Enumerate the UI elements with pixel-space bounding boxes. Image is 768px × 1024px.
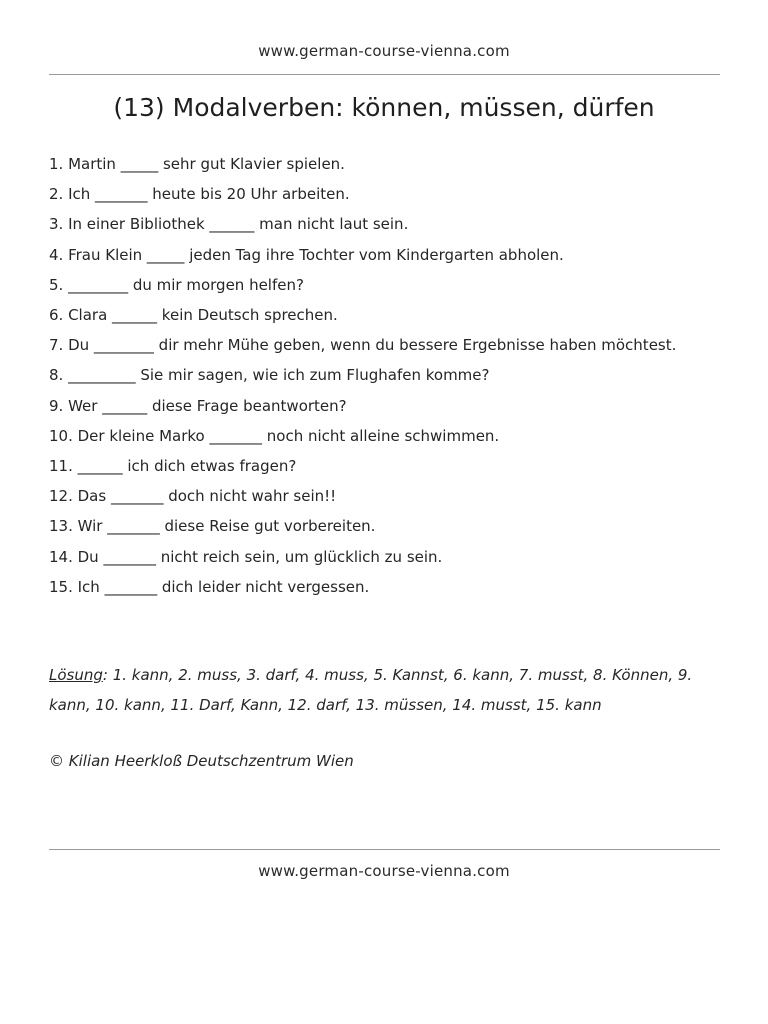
solution-label: Lösung [49, 666, 103, 684]
exercise-item: 14. Du _______ nicht reich sein, um glücklich zu sein. [49, 547, 443, 566]
exercise-item: 9. Wer ______ diese Frage beantworten? [49, 396, 347, 415]
header-divider [49, 74, 720, 75]
exercise-item: 13. Wir _______ diese Reise gut vorbereiten. [49, 517, 376, 536]
copyright-notice: © Kilian Heerkloß Deutschzentrum Wien [49, 752, 354, 770]
exercise-item: 15. Ich _______ dich leider nicht vergessen. [49, 577, 370, 596]
exercise-item: 6. Clara ______ kein Deutsch sprechen. [49, 306, 338, 325]
exercise-item: 3. In einer Bibliothek ______ man nicht laut sein. [49, 215, 409, 234]
exercise-item: 5. ________ du mir morgen helfen? [49, 275, 304, 294]
exercise-list [49, 149, 724, 602]
exercise-item: 2. Ich _______ heute bis 20 Uhr arbeiten. [49, 185, 350, 204]
header-url: www.german-course-vienna.com [258, 42, 510, 60]
page-title: (13) Modalverben: können, müssen, dürfen [113, 93, 655, 122]
exercise-item: 10. Der kleine Marko _______ noch nicht alleine schwimmen. [49, 426, 500, 445]
exercise-item: 12. Das _______ doch nicht wahr sein!! [49, 487, 337, 506]
exercise-item: 11. ______ ich dich etwas fragen? [49, 457, 297, 476]
exercise-item: 4. Frau Klein _____ jeden Tag ihre Tochter vom Kindergarten abholen. [49, 245, 564, 264]
footer-divider [49, 849, 720, 850]
solution-text: : 1. kann, 2. muss, 3. darf, 4. muss, 5. Kannst, 6. kann, 7. musst, 8. Können, 9. kann, 10. kann, 11. Darf, Kann, 12. darf, 13. müssen, 14. musst, 15. kann [49, 666, 693, 714]
footer-url: www.german-course-vienna.com [258, 862, 510, 880]
exercise-item: 1. Martin _____ sehr gut Klavier spielen. [49, 155, 345, 173]
exercise-item: 8. _________ Sie mir sagen, wie ich zum Flughafen komme? [49, 366, 490, 385]
solution-block [49, 660, 729, 720]
exercise-item: 7. Du ________ dir mehr Mühe geben, wenn du bessere Ergebnisse haben möchtest. [49, 336, 677, 355]
